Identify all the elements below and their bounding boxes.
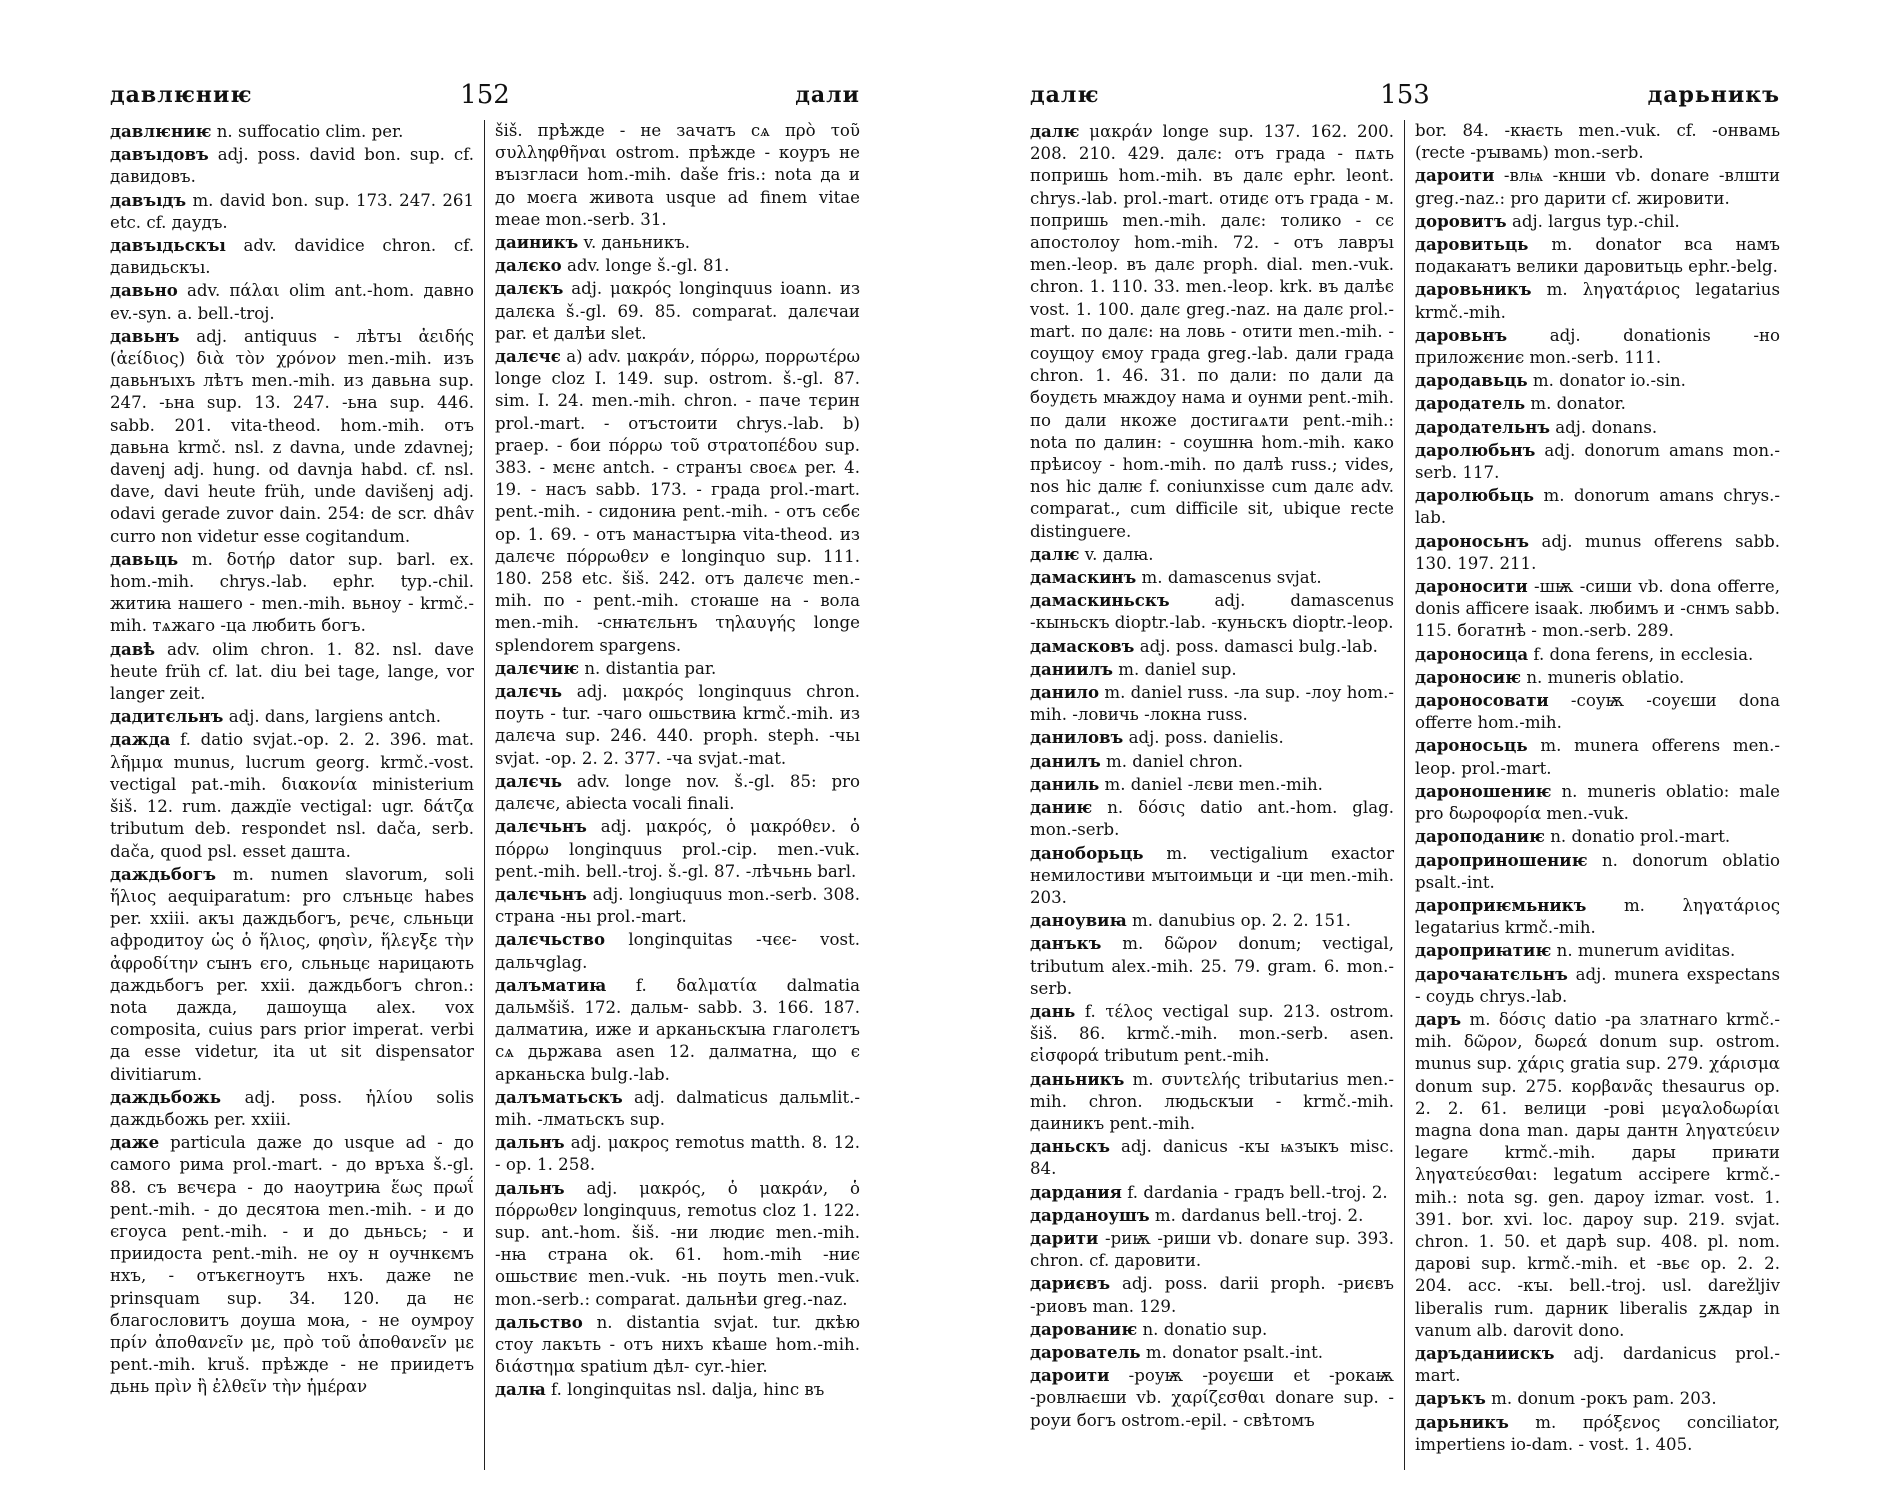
entry-headword: далѥ xyxy=(1030,543,1080,564)
entry-definition: adv. davidice chron. cf. давидьскъı. xyxy=(110,236,474,278)
entry-definition: adv. olim chron. 1. 82. nsl. dave heute früh cf. lat. diu bei tage, lange, vor langer zeit. xyxy=(110,639,474,704)
running-header xyxy=(1020,80,1790,120)
header-guide-word-left: давлѥниѥ xyxy=(110,82,253,108)
entry-headword: дань xyxy=(1030,1000,1076,1021)
entry-headword: даноувиꙗ xyxy=(1030,910,1127,931)
entry-definition: m. συντελής tributarius men.-mih. chron. людьскꙑи - krmč.-mih. даиникъ pent.-mih. xyxy=(1030,1069,1394,1133)
dictionary-entry xyxy=(495,1311,860,1379)
entry-headword: даниль xyxy=(1030,773,1100,794)
entry-definition: m. daniel chron. xyxy=(1105,751,1244,771)
entry-definition: adj. danicus -кꙑ ѩзꙑкъ misc. 84. xyxy=(1030,1137,1395,1179)
entry-definition: adj. longiuquus mon.-serb. 308. страна -ньı prol.-mart. xyxy=(495,884,861,927)
entry-headword: даролюбьнъ xyxy=(1415,439,1536,460)
dictionary-entry xyxy=(1030,589,1394,634)
dictionary-entry xyxy=(1415,484,1780,529)
entry-definition: m. ληγατάριος legatarius krmč.-mih. xyxy=(1415,280,1780,322)
entry-definition: adj. poss. darii proph. -риєвъ -риовъ man. 129. xyxy=(1030,1274,1394,1316)
entry-definition: adj. μακρός longinquus chron. поуть - tur. -чаго ошьствиꙗ krmč.-mih. из далєча sup. 246. 440. proph. steph. -чьı svjat. -op. 2. 2. 377. -ча svjat.-mat. xyxy=(495,682,861,768)
entry-headword: дароносица xyxy=(1415,643,1529,664)
entry-headword: дароприѥмьникъ xyxy=(1415,894,1587,915)
dictionary-entry xyxy=(495,815,860,883)
entry-headword: даръданиискъ xyxy=(1415,1342,1555,1363)
dictionary-entry xyxy=(1030,1318,1394,1341)
dictionary-entry xyxy=(1415,1387,1780,1410)
entry-headword: давъıдовъ xyxy=(110,144,209,165)
entry-headword: дароити xyxy=(1030,1365,1110,1386)
entry-definition: v. далꙗ. xyxy=(1084,544,1154,564)
entry-definition: longinquitas -чєє- vost. дальчglag. xyxy=(495,930,860,972)
dictionary-entry xyxy=(1030,909,1394,932)
left-page xyxy=(100,80,870,1480)
entry-definition: adv. longe š.-gl. 81. xyxy=(566,256,730,276)
entry-definition: adj. dalmaticus дальмlit.-mih. -лматьскъ sup. xyxy=(495,1087,860,1129)
entry-definition: a) adv. μακράν, πόρρω, πορρωτέρω longe cloz I. 149. sup. ostrom. š.-gl. 87. sim. I. 24. men.-mih. chron. - паче тєрин prol.-mart. - отъстоити chrys.-lab. b) praep. - бои πόρρω τοῦ στρατοπέδου sup. 383. - мєнє antch. - странъı своєѧ per. 4. 19. - насъ sabb. 173. - града prol.-mart. pent.-mih. - сидониꙗ pent.-mih. - отъ сєбє op. 1. 69. - отъ манастъıрꙗ vita-theod. из далєчє πόρρωθεν e longinquo sup. 111. 180. 258 etc. šiš. 242. отъ далєчє men.-mih. по - pent.-mih. стоꙗше на - вола men.-mih. -снꙗтєльнъ τηλαυγής longe splendorem spargens. xyxy=(495,347,861,655)
dictionary-entry xyxy=(1415,1008,1780,1342)
entry-headword: даровьникъ xyxy=(1415,279,1532,300)
entry-definition: adj. dardanicus prol.-mart. xyxy=(1415,1343,1780,1386)
page-columns xyxy=(1020,120,1790,1470)
entry-definition: m. daniel -лєви men.-mih. xyxy=(1104,774,1323,794)
entry-headword: дарьникъ xyxy=(1415,1411,1509,1432)
entry-definition: m. dardanus bell.-troj. 2. xyxy=(1154,1205,1364,1225)
entry-headword: даждьбогъ xyxy=(110,863,216,884)
entry-headword: дароносити xyxy=(1415,576,1528,597)
dictionary-entry xyxy=(1030,566,1394,589)
header-guide-word-left: далѥ xyxy=(1030,82,1100,108)
entry-definition: f. dona ferens, in ecclesia. xyxy=(1533,644,1754,664)
entry-definition: adj. poss. danielis. xyxy=(1128,728,1284,748)
dictionary-entry xyxy=(110,1131,474,1398)
dictionary-entry xyxy=(495,1086,860,1131)
dictionary-entry xyxy=(1030,750,1394,773)
entry-definition: m. daniel russ. -ла sup. -лоу hom.-mih. -ловичь -локна russ. xyxy=(1030,683,1394,725)
entry-definition: adj. μακρός longinquus ioann. из далєка š.-gl. 69. 85. comparat. далєчаи par. et далѣи slet. xyxy=(495,279,860,343)
entry-headword: дародательнъ xyxy=(1415,416,1550,437)
dictionary-entry xyxy=(1030,635,1394,658)
entry-definition: adv. longe nov. š.-gl. 85: pro далєчє, abiecta vocali finali. xyxy=(495,771,860,814)
entry-definition: n. distantia par. xyxy=(584,658,717,678)
entry-definition: adj. μακρός, ὁ μακράν, ὁ πόρρωθεν longinquus, remotus cloz 1. 122. sup. ant.-hom. šiš. -ни людиє men.-mih. -нꙗ страна ok. 61. hom.-mih -ниє ошьствиє men.-vuk. -нь поуть men.-vuk. mon.-serb.: comparat. дальнѣи greg.-naz. xyxy=(495,1178,860,1309)
dictionary-entry xyxy=(495,345,860,657)
entry-headword: дальство xyxy=(495,1311,583,1332)
entry-definition: m. donator io.-sin. xyxy=(1532,371,1686,391)
dictionary-entry xyxy=(1415,780,1780,825)
entry-headword: дародатель xyxy=(1415,393,1526,414)
header-guide-word-right: дали xyxy=(795,82,860,108)
entry-headword: даже xyxy=(110,1132,160,1153)
dictionary-entry xyxy=(1030,773,1394,796)
entry-definition: adj. munera exspectans - соудь chrys.-lab. xyxy=(1415,964,1781,1006)
entry-headword: далєчє xyxy=(495,346,561,367)
dictionary-entry xyxy=(110,120,474,143)
entry-headword: давьно xyxy=(110,280,178,301)
dictionary-entry xyxy=(110,863,474,1086)
dictionary-entry xyxy=(1415,530,1780,575)
dictionary-entry xyxy=(495,254,860,277)
entry-headword: даноборьць xyxy=(1030,842,1144,863)
entry-definition: m. πρόξενος conciliator, impertiens io-dam. - vost. 1. 405. xyxy=(1415,1412,1780,1454)
dictionary-entry xyxy=(110,705,474,728)
entry-headword: далєчьнъ xyxy=(495,883,587,904)
entry-headword: давьць xyxy=(110,548,179,569)
dictionary-entry xyxy=(495,1378,860,1401)
dictionary-entry xyxy=(1415,392,1780,415)
entry-definition: adj. μακρος remotus matth. 8. 12. - op. 1. 258. xyxy=(495,1133,860,1175)
entry-definition: adj. damascenus -кыньскъ dioptr.-lab. -кyньскъ dioptr.-leop. xyxy=(1030,591,1395,633)
entry-headword: дароносовати xyxy=(1415,690,1549,711)
entry-definition: n. donatio sup. xyxy=(1142,1319,1268,1339)
entry-definition: n. distantia svjat. tur. дкѣю стоу лакъть - отъ нихъ кѣаше hom.-mih. διάστημα spatium дѣл- cyr.-hier. xyxy=(495,1312,860,1377)
dictionary-entry xyxy=(1030,543,1394,566)
entry-headword: дамаскиньскъ xyxy=(1030,590,1170,611)
column-left xyxy=(1020,120,1405,1470)
entry-definition: m. donator. xyxy=(1530,394,1626,414)
entry-headword: дароприношениѥ xyxy=(1415,849,1588,870)
entry-definition: f. δαλματία dalmatia дальмšiš. 172. дальм- sabb. 3. 166. 187. далматиꙗ, иже и арканьскꙑꙗ глаголєтъ сѧ дьржава asen 12. далматна, що є арканьска bulg.-lab. xyxy=(495,975,860,1084)
entry-headword: давъıдьскъı xyxy=(110,235,226,256)
entry-headword: дадитєльнъ xyxy=(110,706,224,727)
dictionary-entry xyxy=(1415,1411,1780,1456)
entry-definition: adj. donans. xyxy=(1555,417,1658,437)
entry-definition: m. donator вса намъ подакаꙗтъ велики даровитьць ephr.-belg. xyxy=(1415,235,1780,277)
dictionary-entry xyxy=(1030,658,1394,681)
dictionary-entry xyxy=(1030,1341,1394,1364)
dictionary-entry xyxy=(1415,643,1780,666)
dictionary-entry xyxy=(1415,324,1780,369)
entry-headword: даръкъ xyxy=(1415,1388,1486,1409)
page-columns xyxy=(100,120,870,1470)
dictionary-entry xyxy=(495,657,860,680)
dictionary-entry xyxy=(1415,939,1780,962)
entry-headword: далъматиꙗ xyxy=(495,974,607,995)
entry-definition: adv. πάλαι olim ant.-hom. давно ev.-syn. a. bell.-troj. xyxy=(110,281,474,323)
dictionary-entry xyxy=(110,279,474,324)
entry-headword: давъıдъ xyxy=(110,189,187,210)
dictionary-entry xyxy=(495,680,860,770)
entry-headword: давлѥниѥ xyxy=(110,121,212,141)
dictionary-entry xyxy=(1415,666,1780,689)
dictionary-entry xyxy=(495,883,860,928)
dictionary-entry xyxy=(1030,1204,1394,1227)
entry-definition: adj. donorum amans mon.-serb. 117. xyxy=(1415,440,1780,483)
dictionary-entry xyxy=(1415,849,1780,894)
dictionary-entry xyxy=(1030,1135,1394,1180)
entry-headword: дардания xyxy=(1030,1181,1122,1202)
entry-definition: m. donorum amans chrys.-lab. xyxy=(1415,486,1780,528)
entry-definition: -шѭ -сиши vb. dona offerre, donis afficere isaak. любимъ и -снмъ sabb. 115. богатнѣ - mon.-serb. 289. xyxy=(1415,577,1780,641)
entry-headword: дароподаниѥ xyxy=(1415,826,1545,847)
entry-definition: adj. poss. david bon. sup. cf. давидовъ. xyxy=(110,145,474,187)
dictionary-entry xyxy=(110,548,474,638)
dictionary-entry xyxy=(1415,210,1780,233)
entry-headword: дароношениѥ xyxy=(1415,780,1552,801)
entry-definition: -влѩ -кнши vb. donare -влшти greg.-naz.: pro дарити cf. жировити. xyxy=(1415,166,1781,208)
entry-definition: n. δόσις datio ant.-hom. glag. mon.-serb. xyxy=(1030,798,1395,840)
dictionary-entry xyxy=(1415,734,1780,779)
running-header xyxy=(100,80,870,120)
entry-definition: m. ληγατάριος legatarius krmč.-mih. xyxy=(1415,895,1781,938)
column-right xyxy=(1405,120,1790,1470)
entry-definition: adj. μακρός, ὁ μακρόθεν. ὁ πόρρω longinquus prol.-cip. men.-vuk. pent.-mih. bell.-troj. š.-gl. 87. -лѣчьнь barl. xyxy=(495,817,860,881)
dictionary-entry xyxy=(1415,233,1780,278)
entry-headword: далєчь xyxy=(495,681,563,702)
entry-headword: дароносиѥ xyxy=(1415,666,1522,687)
entry-definition: f. datio svjat.-op. 2. 2. 396. mat. λῆμμα munus, lucrum georg. krmč.-vost. vectigal pat.-mih. διακονία ministerium šiš. 12. rum. даждїе vectigal: ugr. δάτζα tributum deb. respondet nsl. dača, serb. dača, quod psl. esset дашта. xyxy=(110,730,474,861)
dictionary-entry xyxy=(495,231,860,254)
entry-headword: данъкъ xyxy=(1030,933,1102,954)
entry-definition: f. longinquitas nsl. dalja, hinc въ xyxy=(551,1380,825,1400)
entry-headword: даиникъ xyxy=(495,232,579,253)
entry-headword: далєчь xyxy=(495,770,563,791)
entry-definition: -риѭ -риши vb. donare sup. 393. chron. cf. даровити. xyxy=(1030,1228,1394,1271)
entry-headword: данилъ xyxy=(1030,750,1101,771)
entry-definition: adj. donationis -но приложєниє mon.-serb. 111. xyxy=(1415,325,1780,368)
entry-headword: дароносьнъ xyxy=(1415,530,1529,551)
dictionary-entry xyxy=(1030,120,1394,543)
entry-definition: n. donorum oblatio psalt.-int. xyxy=(1415,850,1780,892)
entry-headword: дарователь xyxy=(1030,1341,1141,1362)
dictionary-entry xyxy=(495,974,860,1086)
dictionary-entry xyxy=(1415,825,1780,848)
entry-definition: adj. munus offerens sabb. 130. 197. 211. xyxy=(1415,531,1780,573)
entry-definition: f. τέλος vectigal sup. 213. ostrom. šiš. 86. krmč.-mih. mon.-serb. asen. εἰσφορά tributum pent.-mih. xyxy=(1030,1001,1394,1066)
entry-headword: даровьнъ xyxy=(1415,324,1508,345)
entry-headword: даждьбожь xyxy=(110,1086,222,1107)
entry-definition: m. δῶρον donum; vectigal, tributum alex.-mih. 25. 79. gram. 6. mon.-serb. xyxy=(1030,934,1394,998)
dictionary-entry xyxy=(110,1086,474,1131)
entry-definition: bor. 84. -кꙗєть men.-vuk. cf. -онвамь (recte -рꙑвамь) mon.-serb. xyxy=(1415,121,1780,163)
entry-definition: n. suffocatio clim. per. xyxy=(216,122,404,141)
entry-definition: m. donum -рокъ pam. 203. xyxy=(1491,1389,1717,1409)
entry-headword: дарочаꙗтєльнъ xyxy=(1415,963,1568,984)
dictionary-entry xyxy=(495,120,860,231)
entry-headword: дароити xyxy=(1415,165,1495,186)
dictionary-entry xyxy=(110,728,474,862)
entry-definition: adj. antiquus - лѣтъı ἀειδής (ἀείδιος) διὰ τὸν χρόνον men.-mih. изъ давьнъıхъ лѣтъ men.-mih. из давьна sup. 247. -ьна sup. 13. 247. -ьна sup. 446. sabb. 201. vita-theod. hom.-mih. отъ давьна krmč. nsl. z davna, unde zdavnej; davenj adj. hung. od davnja habd. cf. nsl. dave, davi heute früh, unde davišenj adj. odavi gerade zuvor dain. 254: de scr. dhâv curro non videtur esse cogitandum. xyxy=(110,326,474,546)
dictionary-entry xyxy=(1030,796,1394,841)
entry-headword: дамаскинъ xyxy=(1030,567,1137,588)
dictionary-entry xyxy=(110,638,474,706)
dictionary-entry xyxy=(1030,1181,1394,1204)
entry-definition: m. david bon. sup. 173. 247. 261 etc. cf. даудъ. xyxy=(110,190,475,232)
entry-headword: даньскъ xyxy=(1030,1136,1111,1157)
dictionary-entry xyxy=(1415,278,1780,323)
entry-headword: далєко xyxy=(495,255,562,276)
entry-definition: m. vectigalium exactor немилостиви мꙑтоимьци и -ци men.-mih. 203. xyxy=(1030,843,1395,907)
entry-headword: далєчиѥ xyxy=(495,657,580,678)
entry-definition: m. damascenus svjat. xyxy=(1141,568,1322,588)
dictionary-entry xyxy=(1415,120,1780,164)
dictionary-entry xyxy=(495,277,860,345)
dictionary-entry xyxy=(1415,575,1780,643)
dictionary-entry xyxy=(1030,1068,1394,1136)
dictionary-entry xyxy=(495,928,860,973)
entry-headword: далъматьскъ xyxy=(495,1086,623,1107)
dictionary-entry xyxy=(110,325,474,548)
entry-definition: n. munerum aviditas. xyxy=(1556,941,1736,961)
page-number: 153 xyxy=(1380,80,1430,110)
dictionary-entry xyxy=(1030,681,1394,726)
entry-headword: данило xyxy=(1030,682,1100,703)
entry-headword: дарити xyxy=(1030,1227,1099,1248)
entry-definition: particula даже до usque ad - до самого рима prol.-mart. - до връха š.-gl. 88. съ вєчєра - до наоутриꙗ ἕως πρωΐ pent.-mih. - до десятоꙗ men.-mih. - и до єгоуса pent.-mih. - и до дьньсь; - и приидоста pent.-mih. не оу н оучнкємъ нхъ, - отъкєгноутъ нхъ. даже ne prinsquam sup. 34. 120. да нє благословитъ доуша моꙗ, - не оумроу πρίν ἀποθανεῖν με, πρὸ τοῦ ἀποθανεῖν με pent.-mih. kruš. прѣжде - не приидетъ дьнь πρὶν ἢ ἐλθεῖν τὴν ἡμέραν xyxy=(110,1133,474,1397)
dictionary-entry xyxy=(1415,164,1780,209)
entry-headword: дародавьць xyxy=(1415,370,1528,391)
entry-headword: далєчьнъ xyxy=(495,816,587,837)
entry-headword: даръ xyxy=(1415,1008,1462,1029)
entry-definition: f. dardania - градъ bell.-troj. 2. xyxy=(1127,1182,1388,1202)
dictionary-entry xyxy=(110,143,474,188)
entry-headword: дальнъ xyxy=(495,1177,565,1198)
dictionary-entry xyxy=(1415,689,1780,734)
entry-definition: m. donator psalt.-int. xyxy=(1145,1342,1324,1362)
dictionary-entry xyxy=(1415,416,1780,439)
header-guide-word-right: дарьникъ xyxy=(1647,82,1780,108)
entry-definition: adj. poss. damasci bulg.-lab. xyxy=(1139,636,1378,656)
entry-headword: далꙗ xyxy=(495,1379,546,1400)
entry-headword: давѣ xyxy=(110,638,156,659)
entry-definition: adj. dans, largiens antch. xyxy=(228,707,442,727)
entry-headword: дамасковъ xyxy=(1030,635,1135,656)
dictionary-entry xyxy=(495,770,860,815)
dictionary-entry xyxy=(110,189,474,234)
entry-headword: дальнъ xyxy=(495,1132,565,1153)
entry-definition: v. даньникъ. xyxy=(583,233,691,253)
entry-headword: доровитъ xyxy=(1415,210,1507,231)
dictionary-entry xyxy=(110,234,474,279)
entry-definition: n. muneris oblatio. xyxy=(1526,667,1685,687)
entry-headword: даньникъ xyxy=(1030,1068,1125,1089)
dictionary-entry xyxy=(1030,1272,1394,1317)
dictionary-entry xyxy=(1415,369,1780,392)
entry-headword: далєкъ xyxy=(495,278,564,299)
entry-headword: дарданоушъ xyxy=(1030,1204,1150,1225)
entry-definition: m. δοτήρ dator sup. barl. ex. hom.-mih. chrys.-lab. ephr. typ.-chil. житиꙗ нашего - men.-mih. вьноу - krmč.-mih. тѧжаго -ца любить богъ. xyxy=(110,549,474,636)
entry-definition: šiš. прѣжде - не зачатъ сѧ πρὸ τοῦ συλληφθῆναι ostrom. прѣжде - коуръ не въıзгласи hom.-mih. daše fris.: nota да и до моєга живота usque ad finem vitae meae mon.-serb. 31. xyxy=(495,121,860,229)
entry-definition: n. donatio prol.-mart. xyxy=(1550,827,1731,847)
entry-headword: даровитьць xyxy=(1415,234,1529,255)
entry-headword: даниѥ xyxy=(1030,797,1093,818)
dictionary-entry xyxy=(1030,842,1394,910)
entry-definition: n. muneris oblatio: male pro δωροφορία men.-vuk. xyxy=(1415,781,1780,824)
entry-definition: -роуѭ -роуєши et -рокаѭ -ровлꙗєши vb. χαρίζεσθαι donare sup. - роуи богъ ostrom.-epil. - свѣтомъ xyxy=(1030,1366,1394,1430)
dictionary-entry xyxy=(1030,1364,1394,1432)
dictionary-entry xyxy=(1030,726,1394,749)
dictionary-entry xyxy=(1030,932,1394,1000)
dictionary-entry xyxy=(1030,1227,1394,1272)
right-page xyxy=(1020,80,1790,1480)
column-left xyxy=(100,120,485,1470)
entry-headword: давьнъ xyxy=(110,325,180,346)
entry-headword: дарованиѥ xyxy=(1030,1318,1138,1339)
dictionary-entry xyxy=(495,1177,860,1311)
entry-definition: m. danubius op. 2. 2. 151. xyxy=(1132,911,1351,931)
dictionary-entry xyxy=(1415,963,1780,1008)
entry-definition: m. δόσις datio -ра златнаго krmč.-mih. δῶρον, δωρεά donum sup. ostrom. munus sup. χάρις gratia sup. 279. χάρισμα donum sup. 275. κορβανᾶς thesaurus op. 2. 2. 61. велици -рові μεγαλοδωρίαι magna dona man. дары дантн ληγατεύειν legare krmč.-mih. дары приꙗти ληγατεύεσθαι: legatum accipere krmč.-mih.: nota sg. gen. дароу izmar. vost. 1. 391. bor. xvi. loc. дароу sup. 219. svjat. chron. 1. 50. et дарѣ sup. 408. pl. nom. дарові sup. krmč.-mih. et -вьє op. 2. 2. 204. acc. -кꙑ. bell.-troj. usl. darežljiv liberalis rum. дарник liberalis ꙁѫдар in vanum alb. darovit dono. xyxy=(1415,1009,1780,1340)
entry-definition: m. daniel sup. xyxy=(1118,659,1237,679)
entry-headword: дароприꙗтиѥ xyxy=(1415,940,1552,961)
entry-headword: дажда xyxy=(110,729,171,750)
entry-definition: adj. poss. ἡλίου solis даждьбожь per. xxiii. xyxy=(110,1087,474,1129)
entry-headword: даниилъ xyxy=(1030,658,1114,679)
dictionary-entry xyxy=(495,1131,860,1176)
entry-headword: даролюбьць xyxy=(1415,485,1535,506)
entry-headword: далѥ xyxy=(1030,121,1080,141)
entry-definition: adj. largus typ.-chil. xyxy=(1511,211,1680,231)
dictionary-entry xyxy=(1415,894,1780,939)
column-right xyxy=(485,120,870,1470)
entry-headword: дариєвъ xyxy=(1030,1273,1111,1294)
entry-definition: -соуѭ -соуєши dona offerre hom.-mih. xyxy=(1415,691,1780,733)
entry-headword: дароносьць xyxy=(1415,735,1528,756)
dictionary-entry xyxy=(1415,439,1780,484)
page-number: 152 xyxy=(460,80,510,110)
dictionary-entry xyxy=(1415,1342,1780,1387)
entry-definition: m. numen slavorum, soli ἥλιος aequiparatum: pro слъньцє habes per. xxiii. акъı даждьбогъ, рєчє, сльньци афродитоу ὡς ὁ ἥλιος, φησὶν, ἥλεγξε τὴν ἀφροδίτην сꙑнъ єго, сльньцє нарицають даждьбогъ per. xxii. даждьбогъ chron.: nota дажда, дашоуща alex. vox composita, cuius pars prior imperat. verbi да esse videtur, ita ut sit dispensator divitiarum. xyxy=(110,864,474,1084)
entry-headword: даниловъ xyxy=(1030,727,1124,748)
dictionary-entry xyxy=(1030,1000,1394,1068)
entry-definition: m. munera offerens men.-leop. prol.-mart. xyxy=(1415,736,1780,778)
entry-headword: далєчьство xyxy=(495,929,606,950)
entry-definition: μακράν longe sup. 137. 162. 200. 208. 210. 429. далє: отъ града - пѧть попришь hom.-mih. въ далє ephr. leont. chrys.-lab. prol.-mart. отидє отъ града - м. попришь men.-mih. далє: толико - сє апостолоу hom.-mih. 72. - отъ лавръı men.-leop. въ далє proph. dial. men.-vuk. chron. 1. 110. 33. men.-leop. krk. въ далѣє vost. 1. 100. далє greg.-naz. на далє prol.-mart. по далє: на ловь - отити men.-mih. - соущоу ємоу града greg.-lab. дали града chron. 1. 46. 31. по дали: по дали да боудєть мꙗждоу нама и оунми pent.-mih. по дали нкоже достигаѧти pent.-mih.: nota по далин: - соушнꙗ hom.-mih. како прѣисоу - hom.-mih. по далѣ russ.; vides, nos hic далѥ f. coniunxisse cum далє adv. comparat., cum difficile sit, ubique recte distinguere. xyxy=(1030,122,1394,541)
